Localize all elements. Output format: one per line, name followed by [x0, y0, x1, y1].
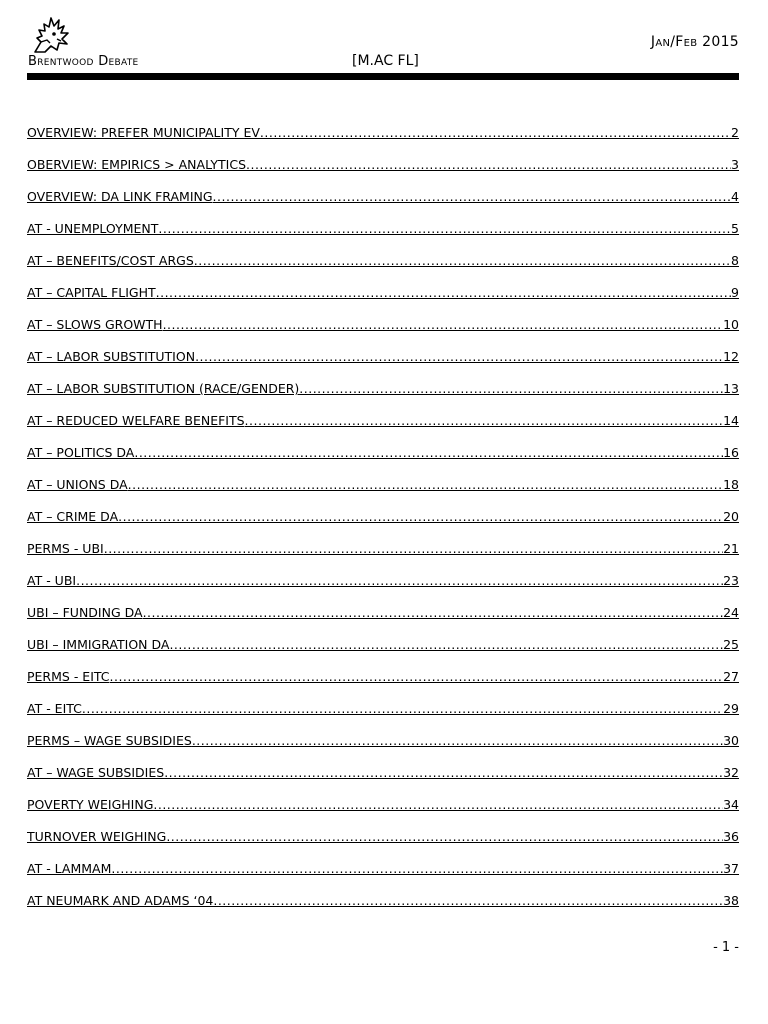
toc-leader [166, 829, 723, 844]
toc-leader [143, 605, 724, 620]
toc-leader [118, 509, 723, 524]
toc-entry [27, 509, 739, 541]
toc-leader [194, 253, 731, 268]
organization-name: Brentwood Debate [28, 54, 139, 69]
toc-link[interactable] [27, 797, 739, 812]
toc-link[interactable] [27, 669, 739, 684]
toc-entry [27, 253, 739, 285]
toc-entry [27, 573, 739, 605]
toc-entry [27, 605, 739, 637]
toc-leader [164, 765, 723, 780]
toc-page-number: 27 [723, 669, 739, 684]
toc-page-number: 13 [723, 381, 739, 396]
toc-entry [27, 349, 739, 381]
toc-leader [128, 477, 723, 492]
toc-link[interactable] [27, 829, 739, 844]
toc-leader [192, 733, 723, 748]
toc-entry [27, 413, 739, 445]
toc-entry [27, 381, 739, 413]
toc-page-number: 23 [723, 573, 739, 588]
toc-page-number: 18 [723, 477, 739, 492]
toc-page-number: 30 [723, 733, 739, 748]
toc-link[interactable] [27, 573, 739, 588]
toc-link[interactable] [27, 189, 739, 204]
toc-title: AT – UNIONS DA [27, 477, 128, 492]
toc-page-number: 25 [723, 637, 739, 652]
toc-leader [195, 349, 723, 364]
toc-entry [27, 285, 739, 317]
toc-title: AT - EITC [27, 701, 82, 716]
toc-leader [213, 189, 732, 204]
toc-entry [27, 797, 739, 829]
toc-page-number: 8 [731, 253, 739, 268]
toc-link[interactable] [27, 765, 739, 780]
toc-leader [299, 381, 723, 396]
toc-page-number: 14 [723, 413, 739, 428]
toc-title: AT – REDUCED WELFARE BENEFITS [27, 413, 245, 428]
toc-leader [104, 541, 723, 556]
toc-link[interactable] [27, 733, 739, 748]
toc-leader [110, 669, 724, 684]
toc-link[interactable] [27, 253, 739, 268]
toc-page-number: 16 [723, 445, 739, 460]
toc-page-number: 20 [723, 509, 739, 524]
toc-title: AT – CAPITAL FLIGHT [27, 285, 156, 300]
toc-entry [27, 221, 739, 253]
toc-page-number: 2 [731, 125, 739, 140]
toc-title: OVERVIEW: PREFER MUNICIPALITY EV [27, 125, 260, 140]
toc-title: AT – WAGE SUBSIDIES [27, 765, 165, 780]
toc-title: AT – LABOR SUBSTITUTION (RACE/GENDER) [27, 381, 300, 396]
toc-title: AT – POLITICS DA [27, 445, 135, 460]
header-rule [27, 73, 739, 80]
toc-page-number: 4 [731, 189, 739, 204]
toc-leader [260, 125, 731, 140]
toc-title: AT – CRIME DA [27, 509, 119, 524]
toc-link[interactable] [27, 605, 739, 620]
toc-title: AT - UBI [27, 573, 77, 588]
toc-entry [27, 893, 739, 925]
toc-title: AT - LAMMAM [27, 861, 112, 876]
toc-link[interactable] [27, 157, 739, 172]
toc-title: PERMS – WAGE SUBSIDIES [27, 733, 192, 748]
toc-entry [27, 765, 739, 797]
toc-page-number: 5 [731, 221, 739, 236]
toc-title: UBI – FUNDING DA [27, 605, 143, 620]
toc-link[interactable] [27, 477, 739, 492]
toc-page-number: 12 [723, 349, 739, 364]
toc-entry [27, 189, 739, 221]
toc-link[interactable] [27, 637, 739, 652]
toc-page-number: 21 [723, 541, 739, 556]
toc-page-number: 10 [723, 317, 739, 332]
toc-page-number: 24 [723, 605, 739, 620]
toc-title: POVERTY WEIGHING [27, 797, 154, 812]
toc-title: OBERVIEW: EMPIRICS > ANALYTICS [27, 157, 247, 172]
toc-link[interactable] [27, 893, 739, 908]
toc-entry [27, 733, 739, 765]
toc-page-number: 3 [731, 157, 739, 172]
toc-title: AT – BENEFITS/COST ARGS [27, 253, 194, 268]
toc-leader [111, 861, 723, 876]
toc-leader [163, 317, 724, 332]
toc-link[interactable] [27, 701, 739, 716]
document-code: [M.AC FL] [352, 53, 419, 69]
toc-entry [27, 445, 739, 477]
toc-leader [153, 797, 723, 812]
toc-entry [27, 157, 739, 189]
page-number: - 1 - [713, 940, 739, 955]
toc-leader [245, 413, 724, 428]
toc-leader [134, 445, 723, 460]
toc-leader [158, 221, 731, 236]
toc-entry [27, 669, 739, 701]
toc-link[interactable] [27, 381, 739, 396]
table-of-contents [27, 125, 739, 925]
toc-page-number: 38 [723, 893, 739, 908]
toc-link[interactable] [27, 861, 739, 876]
toc-page-number: 29 [723, 701, 739, 716]
toc-entry [27, 477, 739, 509]
toc-entry [27, 701, 739, 733]
toc-title: AT NEUMARK AND ADAMS ‘04 [27, 893, 214, 908]
toc-title: UBI – IMMIGRATION DA [27, 637, 170, 652]
wolf-head-logo-icon [27, 12, 73, 58]
toc-link[interactable] [27, 509, 739, 524]
toc-entry [27, 317, 739, 349]
document-date: Jan/Feb 2015 [650, 34, 739, 50]
toc-leader [169, 637, 723, 652]
toc-title: OVERVIEW: DA LINK FRAMING [27, 189, 213, 204]
toc-leader [246, 157, 731, 172]
toc-link[interactable] [27, 413, 739, 428]
toc-entry [27, 125, 739, 157]
toc-title: TURNOVER WEIGHING [27, 829, 167, 844]
toc-page-number: 9 [731, 285, 739, 300]
toc-link[interactable] [27, 349, 739, 364]
toc-leader [213, 893, 723, 908]
toc-title: AT – LABOR SUBSTITUTION [27, 349, 196, 364]
toc-title: AT - UNEMPLOYMENT [27, 221, 159, 236]
toc-page-number: 37 [723, 861, 739, 876]
toc-page-number: 34 [723, 797, 739, 812]
toc-page-number: 32 [723, 765, 739, 780]
toc-page-number: 36 [723, 829, 739, 844]
toc-entry [27, 861, 739, 893]
toc-title: AT – SLOWS GROWTH [27, 317, 163, 332]
toc-link[interactable] [27, 541, 739, 556]
toc-link[interactable] [27, 125, 739, 140]
toc-entry [27, 829, 739, 861]
toc-link[interactable] [27, 317, 739, 332]
toc-link[interactable] [27, 445, 739, 460]
toc-link[interactable] [27, 221, 739, 236]
toc-leader [156, 285, 731, 300]
toc-leader [76, 573, 723, 588]
toc-title: PERMS - EITC [27, 669, 110, 684]
toc-leader [82, 701, 723, 716]
toc-link[interactable] [27, 285, 739, 300]
toc-entry [27, 541, 739, 573]
toc-title: PERMS - UBI [27, 541, 104, 556]
toc-entry [27, 637, 739, 669]
